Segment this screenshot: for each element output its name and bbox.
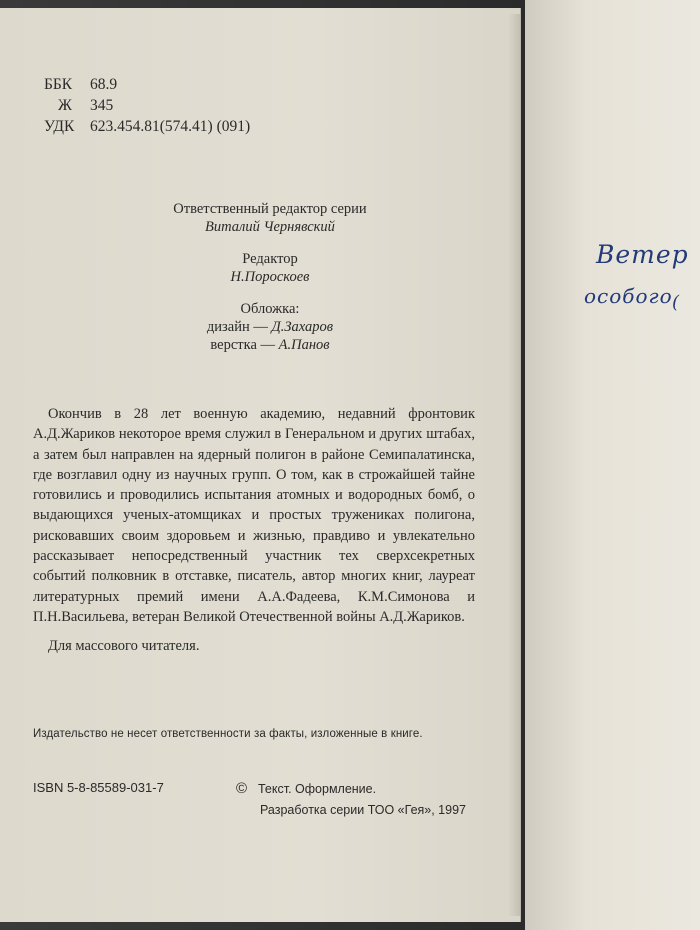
cover-layout-credit [120, 336, 420, 354]
catalog-row-udk [44, 116, 250, 137]
catalog-value: 68.9 [90, 76, 118, 93]
editor-title: Редактор [242, 251, 298, 267]
series-editor-name: Виталий Чернявский [205, 219, 335, 235]
catalog-block [44, 74, 250, 137]
catalog-row-bbk [44, 74, 250, 95]
design-label: дизайн — [206, 319, 272, 335]
catalog-value: 345 [90, 97, 114, 114]
copyright-line2: Разработка серии ТОО «Гея», 1997 [260, 803, 466, 817]
handwriting-line3: ( [672, 292, 680, 313]
facing-page [525, 0, 700, 930]
book-annotation [33, 404, 475, 627]
credits-block [120, 200, 420, 354]
publisher-disclaimer: Издательство не несет ответственности за факты, изложенные в книге. [33, 728, 423, 740]
series-editor-title: Ответственный редактор серии [173, 201, 367, 217]
handwriting-line1: Ветер [596, 240, 689, 269]
design-name: Д.Захаров [271, 319, 334, 335]
copyright-line1: Текст. Оформление. [258, 782, 377, 796]
catalog-key: ББК [44, 76, 73, 93]
catalog-key: УДК [44, 118, 75, 135]
layout-label: верстка — [210, 337, 279, 353]
catalog-key: Ж [58, 97, 72, 114]
catalog-row-author-mark [44, 95, 250, 116]
annotation-paragraph: Окончив в 28 лет военную академию, недавний фронтовик А.Д.Жариков некоторое время служил в Генеральном и других штабах, а затем был направлен на ядерный полигон в районе Семипалатинска, где возглавил одну из научных групп. О том, как в строжайшей тайне готовились и проводились испытания атомных и водородных бомб, о выдающихся ученых-атомщиках и простых тружениках полигона, рисковавших своим здоровьем и жизнью, правдиво и увлекательно рассказывает непосредственный участник тех сверхсекретных событий полковник в отставке, писатель, автор многих книг, лауреат литературных премий имени А.А.Фадеева, К.М.Симонова и П.Н.Васильева, ветеран Великой Отечественной войны А.Д.Жариков. [33, 406, 475, 625]
page-gutter-shadow [508, 14, 520, 916]
handwriting-line2: особого [584, 284, 673, 308]
isbn-number: ISBN 5-8-85589-031-7 [33, 780, 164, 795]
audience-note: Для массового читателя. [48, 638, 200, 654]
cover-title: Обложка: [240, 301, 300, 317]
catalog-value: 623.454.81(574.41) (091) [90, 118, 251, 135]
cover-design-credit [120, 318, 420, 336]
layout-name: А.Панов [278, 337, 330, 353]
copyright-block [236, 778, 466, 821]
editor-name: Н.Пороскоев [230, 269, 310, 285]
copyright-symbol: © [236, 780, 248, 797]
